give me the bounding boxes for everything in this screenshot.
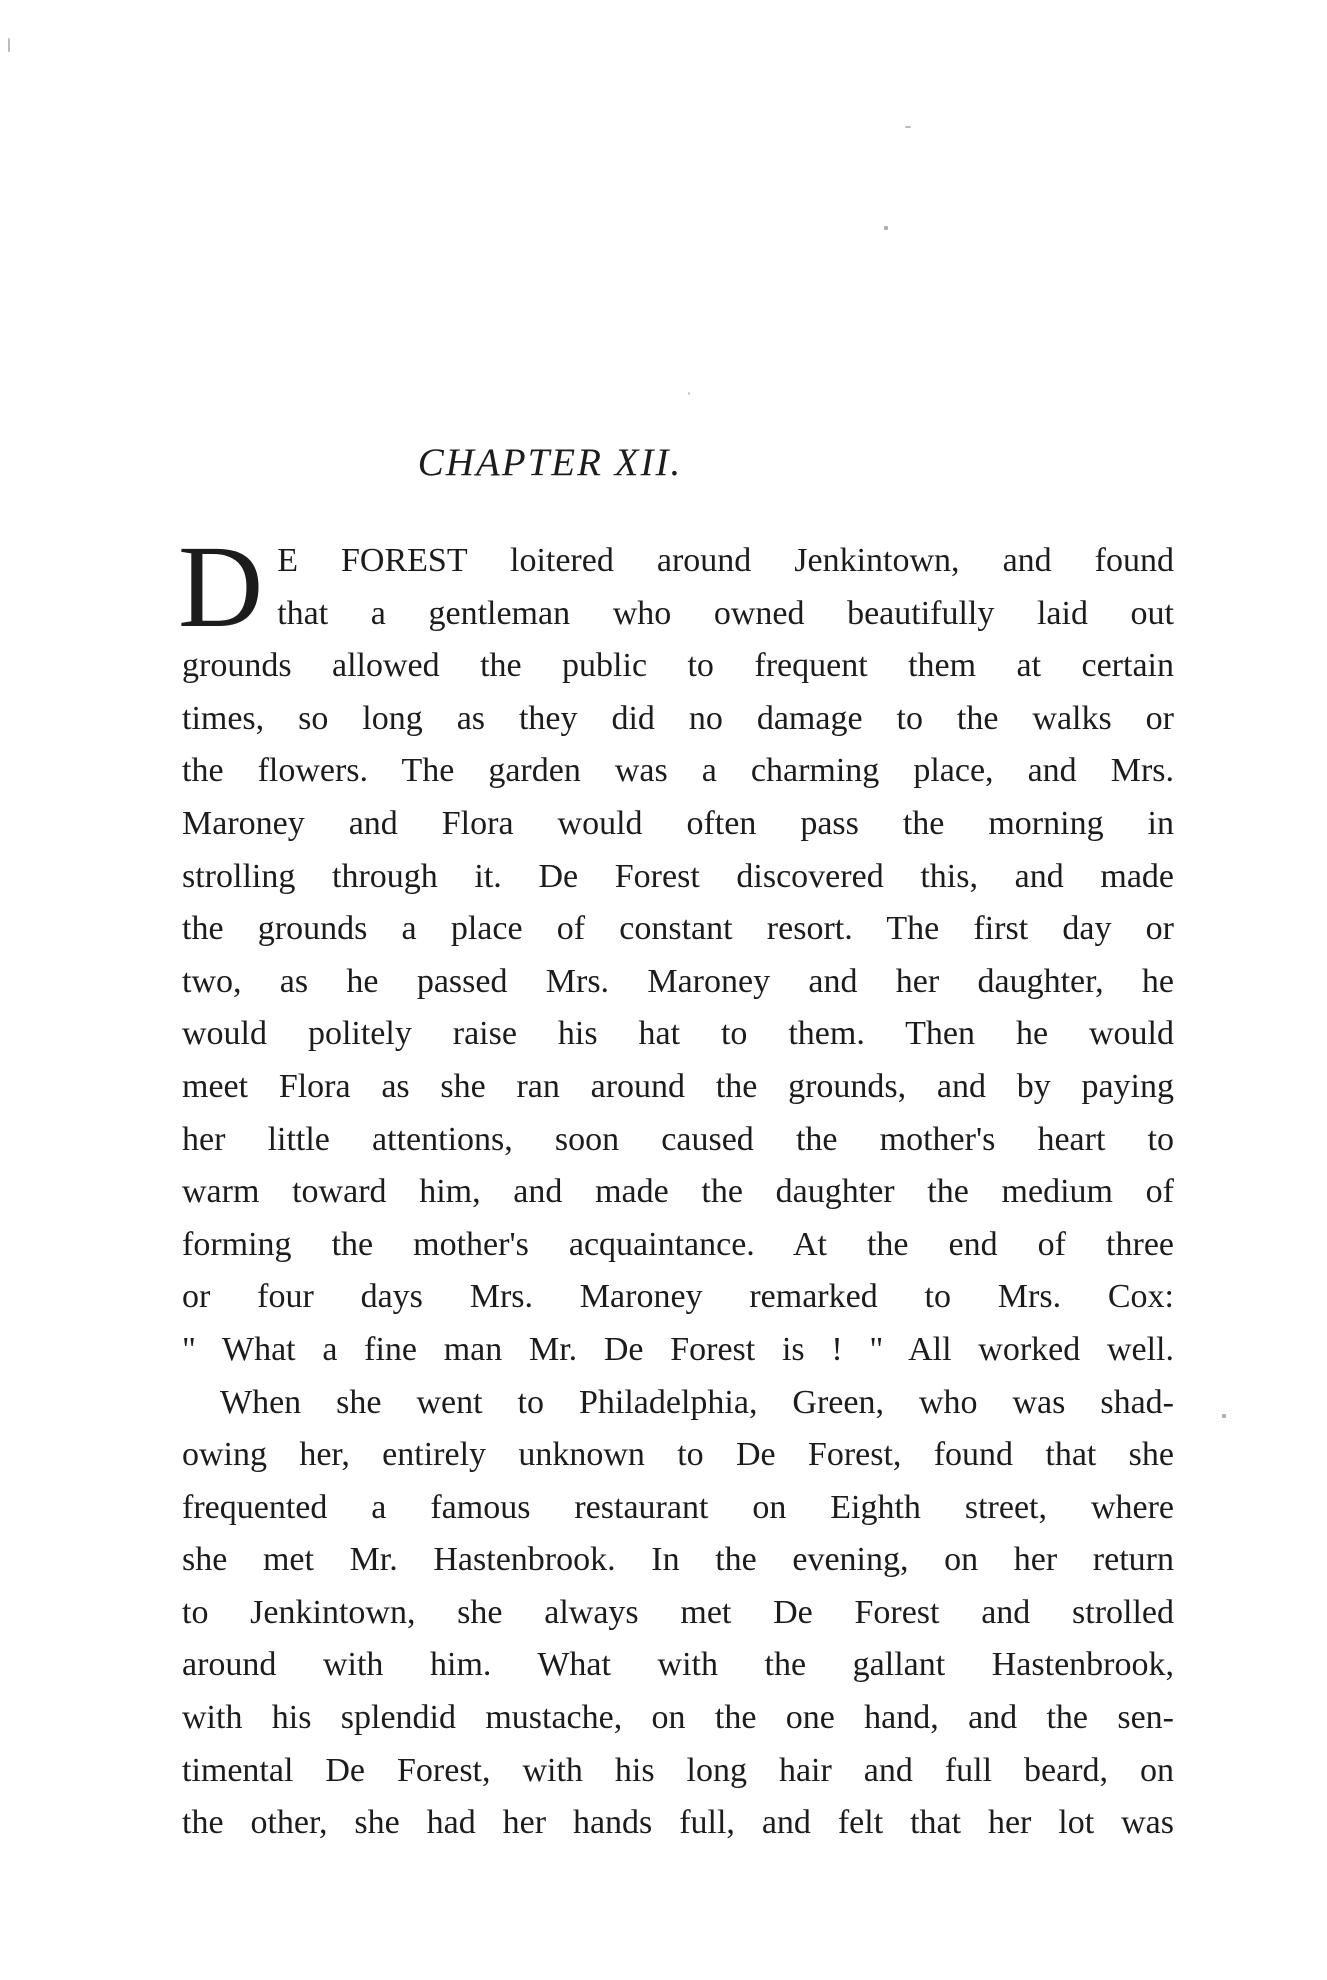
text-line: the grounds a place of constant resort. The first day or [182, 910, 1174, 948]
text-line: that a gentleman who owned beautifully laid out [277, 594, 1174, 632]
body-text [178, 521, 1174, 1850]
drop-cap: D [178, 521, 264, 652]
text-line: frequented a famous restaurant on Eighth street, where [182, 1488, 1174, 1526]
text-line: Maroney and Flora would often pass the morning in [182, 804, 1174, 842]
text-line: to Jenkintown, she always met De Forest and strolled [182, 1593, 1174, 1631]
text-line: When she went to Philadelphia, Green, who was shad- [220, 1383, 1174, 1421]
scan-speck [1222, 1414, 1226, 1418]
text-line: the flowers. The garden was a charming place, and Mrs. [182, 752, 1174, 790]
text-line: forming the mother's acquaintance. At the end of three [182, 1225, 1174, 1263]
scan-speck [688, 392, 690, 395]
paragraph-1 [178, 521, 1174, 1377]
text-line: owing her, entirely unknown to De Forest, found that she [182, 1436, 1174, 1474]
scan-speck [905, 126, 911, 128]
text-line: grounds allowed the public to frequent them at certain [182, 647, 1174, 685]
scan-speck [884, 226, 888, 230]
text-line: or four days Mrs. Maroney remarked to Mrs. Cox: [182, 1278, 1174, 1316]
text-line: meet Flora as she ran around the grounds, and by paying [182, 1067, 1174, 1105]
text-line: strolling through it. De Forest discovered this, and made [182, 857, 1174, 895]
text-line: warm toward him, and made the daughter the medium of [182, 1173, 1174, 1211]
text-line: around with him. What with the gallant Hastenbrook, [182, 1646, 1174, 1684]
paragraph-2 [182, 1377, 1174, 1850]
scan-speck [8, 38, 10, 52]
text-line: timental De Forest, with his long hair and full beard, on [182, 1751, 1174, 1789]
text-line: E FOREST loitered around Jenkintown, and found [277, 542, 1174, 579]
text-line: the other, she had her hands full, and felt that her lot was [182, 1804, 1174, 1842]
text-line: her little attentions, soon caused the mother's heart to [182, 1120, 1174, 1158]
text-line: " What a fine man Mr. De Forest is ! " All worked well. [182, 1330, 1174, 1368]
text-line: would politely raise his hat to them. Then he would [182, 1015, 1174, 1053]
text-line: two, as he passed Mrs. Maroney and her daughter, he [182, 962, 1174, 1000]
text-line: with his splendid mustache, on the one hand, and the sen- [182, 1699, 1174, 1737]
text-line: she met Mr. Hastenbrook. In the evening, on her return [182, 1541, 1174, 1579]
chapter-title: CHAPTER XII. [417, 441, 683, 484]
text-line: times, so long as they did no damage to the walks or [182, 699, 1174, 737]
